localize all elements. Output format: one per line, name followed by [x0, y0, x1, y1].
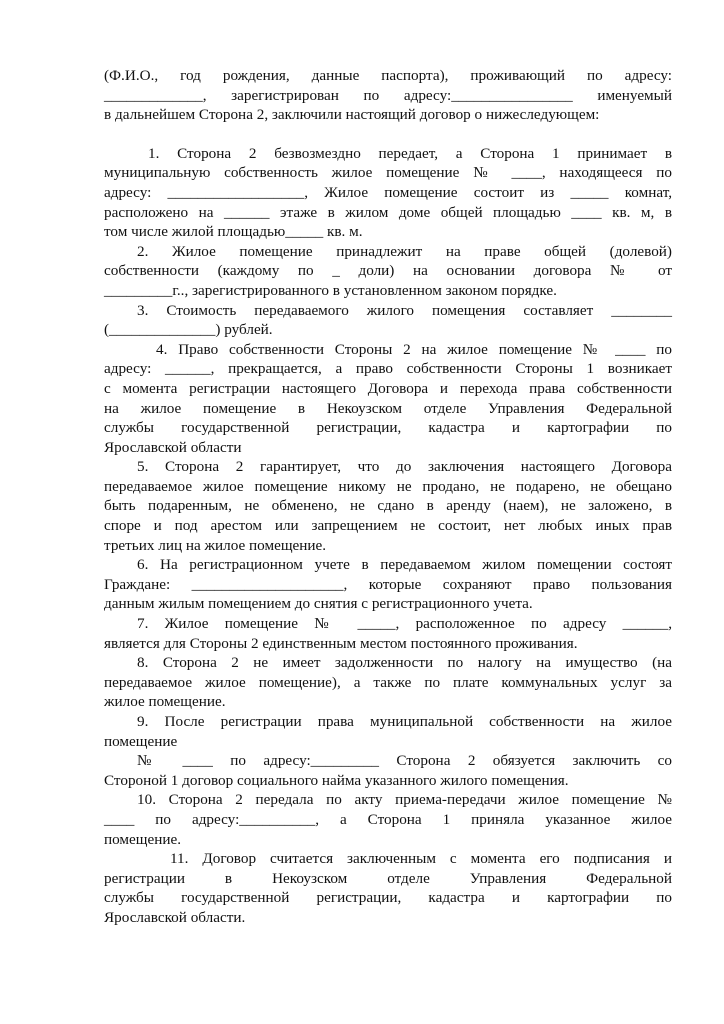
text-line: жилое помещение.: [104, 693, 226, 711]
clause-7: [104, 614, 672, 653]
text-line: третьих лиц на жилое помещение.: [104, 536, 327, 554]
text-line: регистрации в Некоузском отделе Управления Федеральной: [104, 869, 672, 887]
clause-3: [104, 301, 672, 340]
text-line: 6. На регистрационном учете в передаваемом жилом помещении состоят: [137, 556, 672, 574]
text-line: в дальнейшем Сторона 2, заключили настоящий договор о нижеследующем:: [104, 106, 600, 124]
clause-10: [104, 790, 672, 849]
text-line: № ____ по адресу:_________ Сторона 2 обязуется заключить со: [137, 752, 672, 770]
text-line: 10. Сторона 2 передала по акту приема-передачи жилое помещение №: [137, 791, 672, 809]
intro-paragraph: [104, 66, 672, 125]
text-line: помещение: [104, 732, 178, 750]
text-line: (______________) рублей.: [104, 321, 273, 339]
text-line: является для Стороны 2 единственным местом постоянного проживания.: [104, 634, 578, 652]
text-line: с момента регистрации настоящего Договора и перехода права собственности: [104, 379, 672, 397]
text-line: 3. Стоимость передаваемого жилого помещения составляет ________: [137, 301, 672, 319]
clause-5: [104, 457, 672, 555]
spacer: [104, 125, 672, 144]
clause-6: [104, 555, 672, 614]
contract-body: [104, 66, 672, 928]
clause-1: [104, 144, 672, 242]
text-line: 2. Жилое помещение принадлежит на праве общей (долевой): [137, 242, 672, 260]
text-line: быть подаренным, не обменено, не сдано в аренду (наем), не заложено, в: [104, 497, 672, 515]
text-line: на жилое помещение в Некоузском отделе Управления Федеральной: [104, 399, 672, 417]
clause-9: [104, 712, 672, 751]
text-line: 7. Жилое помещение № _____, расположенное по адресу ______,: [137, 615, 672, 633]
text-line: 5. Сторона 2 гарантирует, что до заключения настоящего Договора: [137, 458, 672, 476]
text-line: _________г.., зарегистрированного в установленном законом порядке.: [104, 281, 557, 299]
text-line: муниципальную собственность жилое помещение № ____, находящееся по: [104, 164, 672, 182]
clause-11: [104, 849, 672, 927]
text-line: 8. Сторона 2 не имеет задолженности по налогу на имущество (на: [137, 654, 672, 672]
text-line: передаваемое жилое помещение никому не продано, не подарено, не обещано: [104, 477, 672, 495]
text-line: расположено на ______ этаже в жилом доме общей площадью ____ кв. м, в: [104, 203, 672, 221]
clause-8: [104, 653, 672, 712]
clause-4: [104, 340, 672, 458]
text-line: Ярославской области: [104, 438, 242, 456]
text-line: 4. Право собственности Стороны 2 на жилое помещение № ____ по: [156, 340, 672, 358]
text-line: ____ по адресу:__________, а Сторона 1 приняла указанное жилое: [104, 810, 672, 828]
text-line: споре и под арестом или запрещением не состоит, нет любых иных прав: [104, 517, 672, 535]
text-line: 11. Договор считается заключенным с момента его подписания и: [170, 850, 672, 868]
text-line: адресу: __________________, Жилое помещение состоит из _____ комнат,: [104, 183, 672, 201]
text-line: Стороной 1 договор социального найма указанного жилого помещения.: [104, 771, 569, 789]
text-line: (Ф.И.О., год рождения, данные паспорта), проживающий по адресу:: [104, 67, 672, 84]
text-line: том числе жилой площадью_____ кв. м.: [104, 223, 363, 241]
text-line: службы государственной регистрации, кадастра и картографии по: [104, 419, 672, 437]
text-line: Ярославской области.: [104, 908, 246, 926]
text-line: помещение.: [104, 830, 182, 848]
text-line: _____________, зарегистрирован по адресу:________________ именуемый: [104, 86, 672, 104]
text-line: службы государственной регистрации, кадастра и картографии по: [104, 889, 672, 907]
text-line: данным жилым помещением до снятия с регистрационного учета.: [104, 595, 533, 613]
text-line: 1. Сторона 2 безвозмездно передает, а Сторона 1 принимает в: [148, 144, 672, 162]
text-line: 9. После регистрации права муниципальной собственности на жилое: [137, 713, 672, 730]
text-line: собственности (каждому по _ доли) на основании договора № от: [104, 262, 672, 280]
text-line: Граждане: ____________________, которые сохраняют право пользования: [104, 575, 672, 593]
clause-2: [104, 242, 672, 301]
text-line: адресу: ______, прекращается, а право собственности Стороны 1 возникает: [104, 360, 672, 378]
text-line: передаваемое жилое помещение), а также по плате коммунальных услуг за: [104, 673, 672, 691]
clause-9-continued: [104, 751, 672, 790]
